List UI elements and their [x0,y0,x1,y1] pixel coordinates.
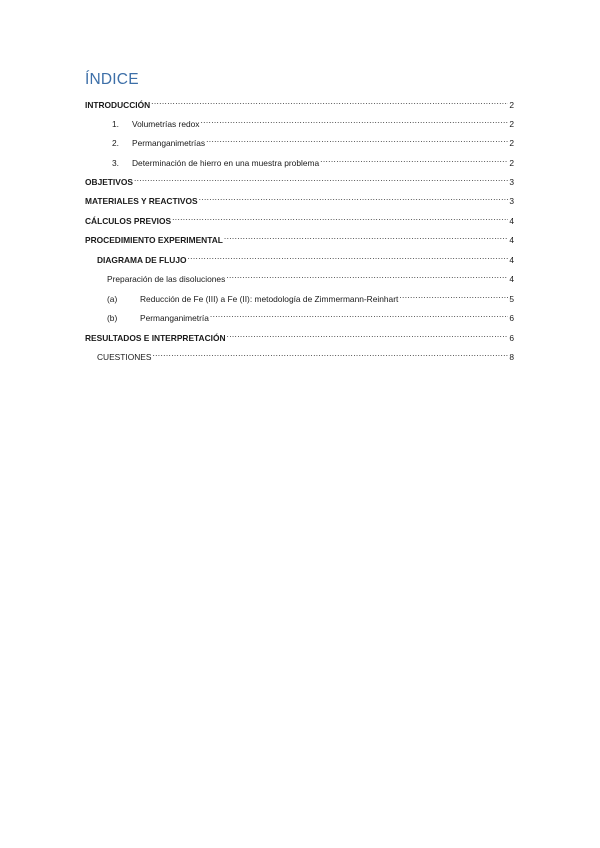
toc-entry-label: PROCEDIMIENTO EXPERIMENTAL [85,235,223,245]
toc-page-number: 3 [509,177,514,187]
dot-leader [399,288,508,302]
toc-page-number: 2 [509,138,514,148]
toc-entry-preparacion[interactable] [107,268,514,282]
toc-page-number: 5 [509,294,514,304]
toc-page-number: 4 [509,255,514,265]
toc-page-number: 3 [509,196,514,206]
dot-leader [227,327,509,341]
toc-page-number: 4 [509,274,514,284]
toc-entry-label: CÁLCULOS PREVIOS [85,216,172,226]
toc-entry-number: (b) [107,313,118,323]
dot-leader [201,113,509,127]
toc-page-number: 6 [509,313,514,323]
dot-leader [172,210,508,224]
toc-entry-procedimiento[interactable] [85,229,514,243]
toc-entry-label: Permanganimetrías [132,138,206,148]
toc-page-number: 8 [509,352,514,362]
toc-entry-introduccion[interactable] [85,94,514,108]
toc-entry-permanganimetria[interactable] [107,307,514,321]
toc-entry-resultados[interactable] [85,327,514,341]
dot-leader [206,132,508,146]
toc-entry-label: Volumetrías redox [132,119,200,129]
dot-leader [226,268,508,282]
toc-entry-label: RESULTADOS E INTERPRETACIÓN [85,333,226,343]
dot-leader [151,94,508,108]
toc-entry-reduccion-fe[interactable] [107,288,514,302]
dot-leader [134,171,508,185]
toc-entry-label: MATERIALES Y REACTIVOS [85,196,198,206]
toc-entry-label: INTRODUCCIÓN [85,100,151,110]
toc-entry-label: CUESTIONES [97,352,152,362]
dot-leader [188,249,509,263]
toc-entry-materiales[interactable] [85,190,514,204]
toc-entry-label: Preparación de las disoluciones [107,274,226,284]
dot-leader [152,346,508,360]
toc-entry-label: Reducción de Fe (III) a Fe (II): metodología de Zimmermann-Reinhart [140,294,399,304]
toc-entry-diagrama-flujo[interactable] [97,249,514,263]
toc-entry-label: OBJETIVOS [85,177,133,187]
toc-page-number: 2 [509,100,514,110]
toc-entry-number: (a) [107,294,118,304]
toc-entry-determinacion-hierro[interactable] [112,152,514,166]
toc-page-number: 4 [509,235,514,245]
toc-entry-label: Permanganimetría [140,313,209,323]
toc-entry-objetivos[interactable] [85,171,514,185]
toc-page-number: 2 [509,119,514,129]
toc-entry-number: 3. [112,158,119,168]
dot-leader [210,307,508,321]
toc-entry-number: 2. [112,138,119,148]
toc-page-number: 4 [509,216,514,226]
toc-entry-calculos-previos[interactable] [85,210,514,224]
toc-entry-volumetrias[interactable] [112,113,514,127]
dot-leader [320,152,508,166]
toc-entry-label: Determinación de hierro en una muestra problema [132,158,320,168]
dot-leader [224,229,508,243]
toc-title: ÍNDICE [85,71,139,88]
dot-leader [199,190,509,204]
toc-page-number: 2 [509,158,514,168]
toc-page-number: 6 [509,333,514,343]
toc-entry-cuestiones[interactable] [97,346,514,360]
toc-entry-permanganimetrias[interactable] [112,132,514,146]
toc-entry-number: 1. [112,119,119,129]
toc-entry-label: DIAGRAMA DE FLUJO [97,255,187,265]
